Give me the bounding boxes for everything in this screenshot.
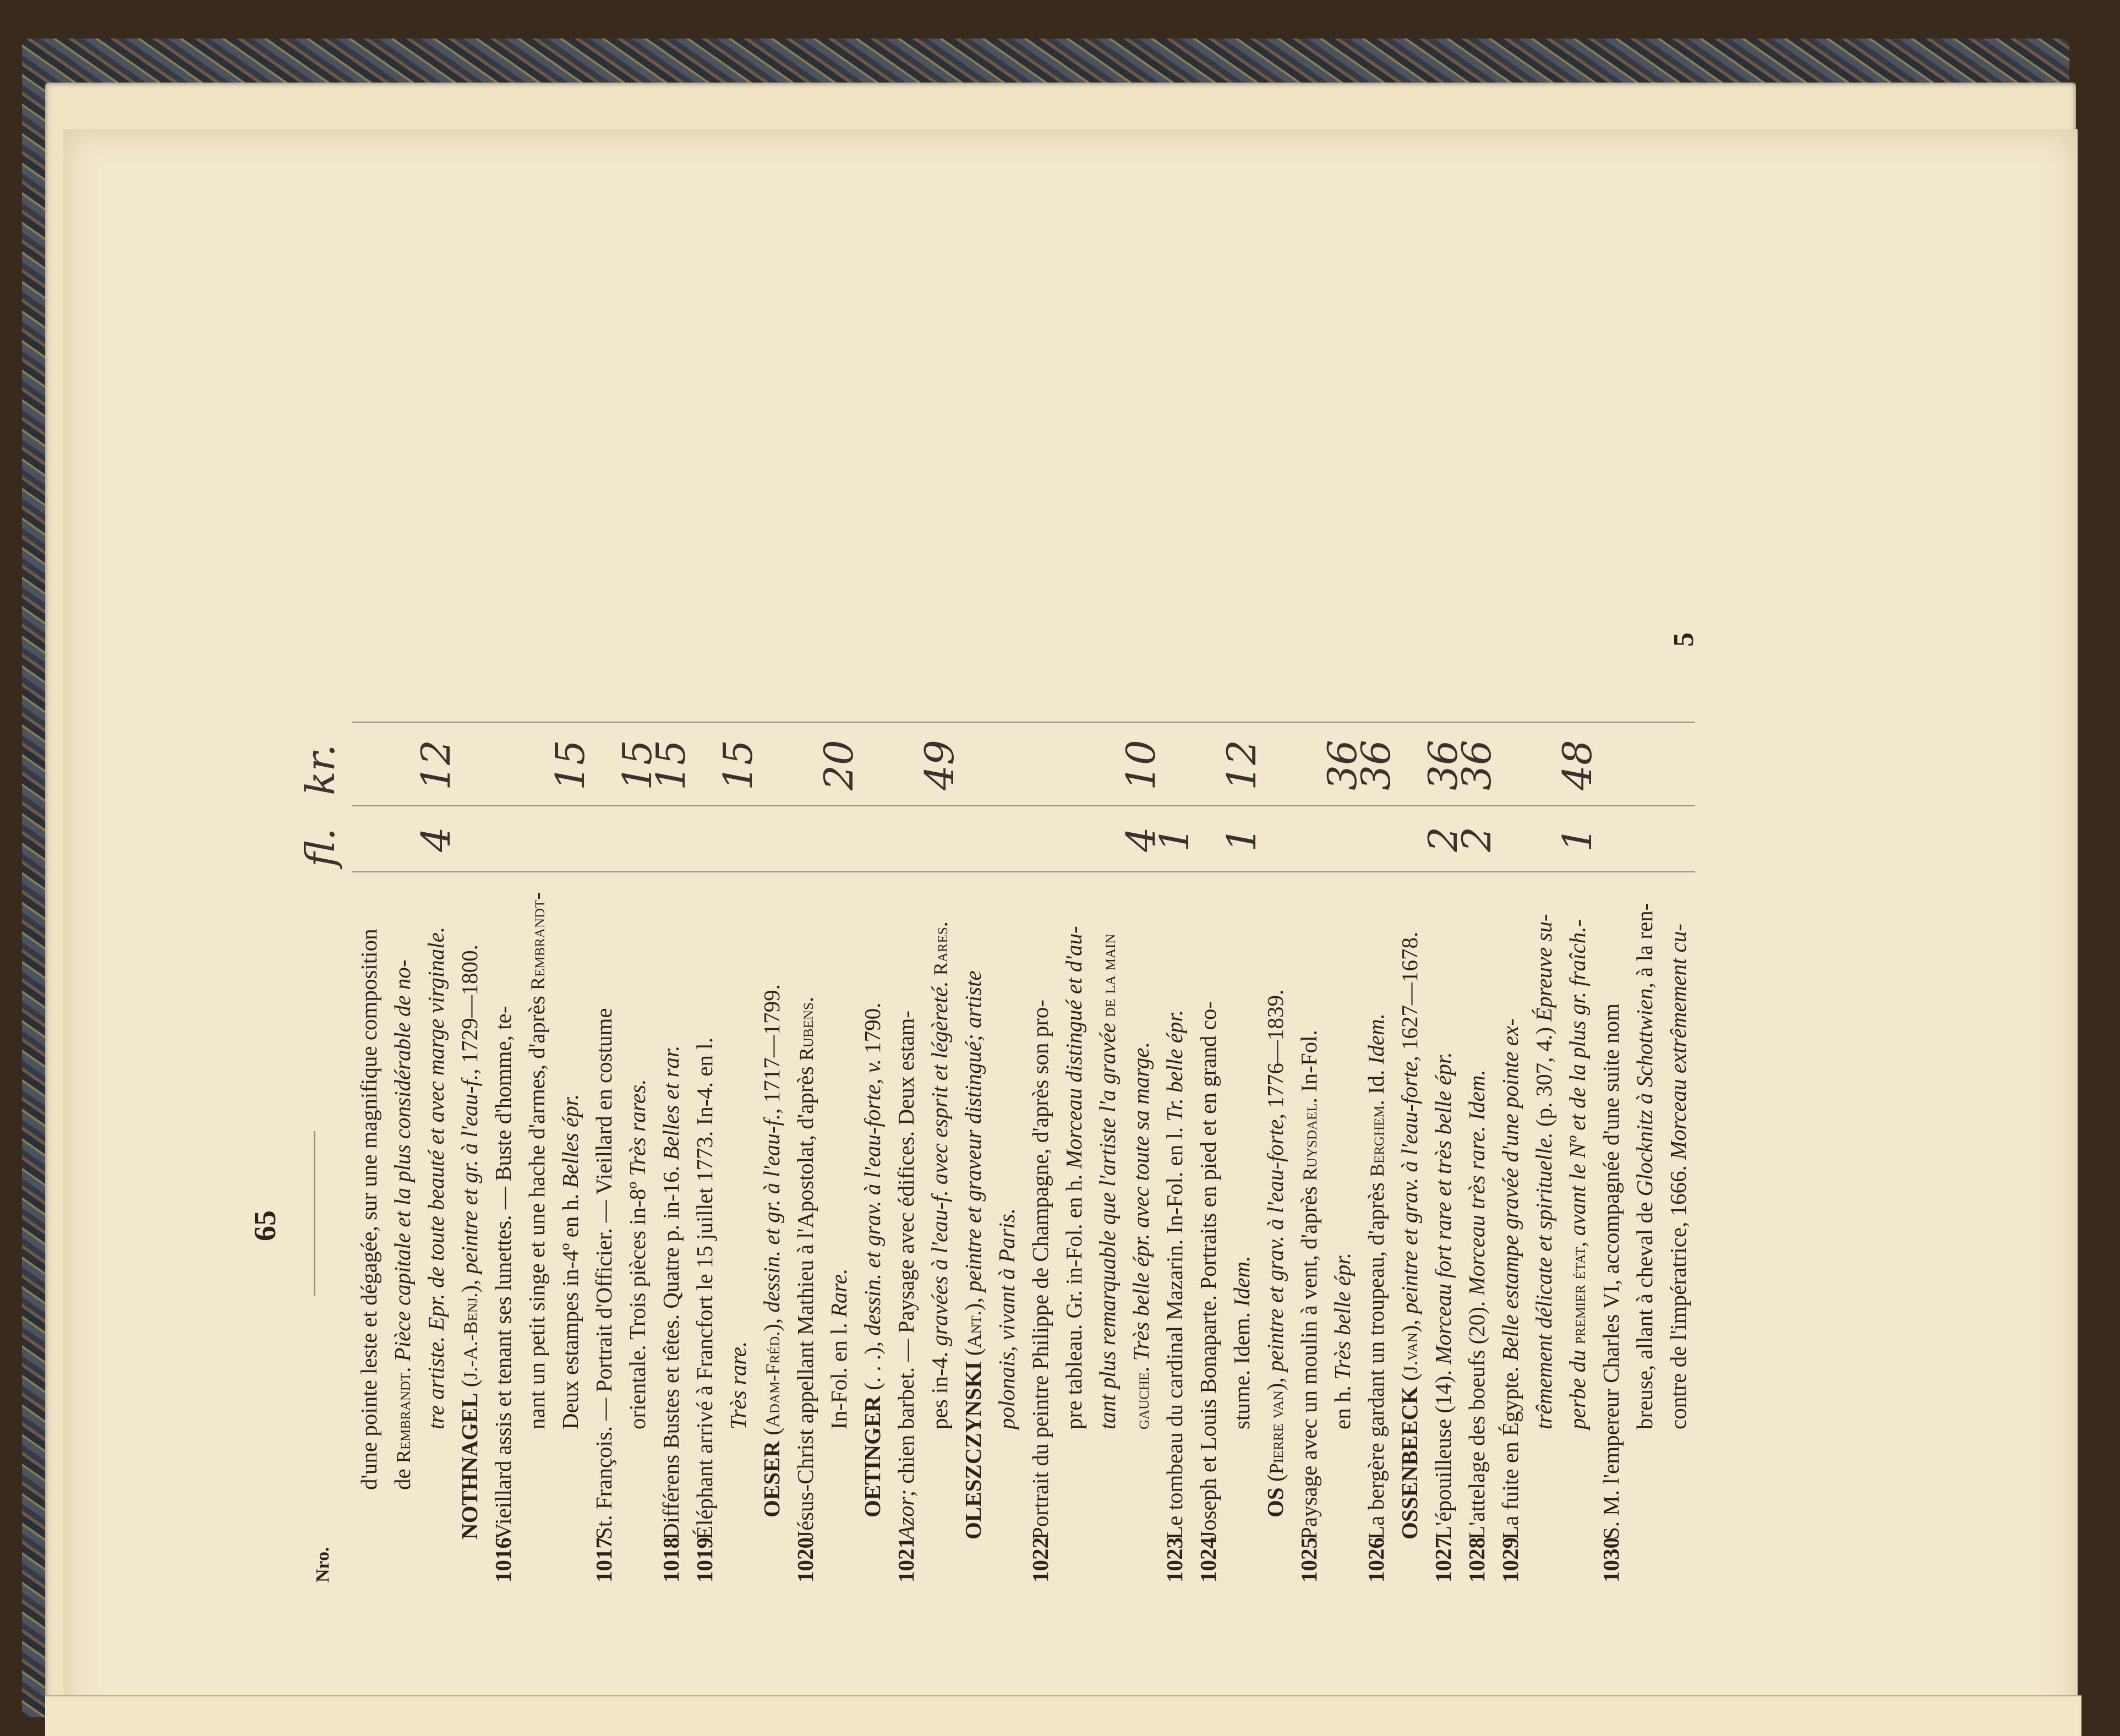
text-run: Très rares.	[625, 1079, 650, 1176]
text-run: Paysage avec un moulin à vent, d'après	[1296, 1181, 1321, 1540]
lot-number: 1028	[1464, 1537, 1489, 1582]
price-florins: 4	[413, 827, 459, 852]
text-run: polonais, vivant à Paris.	[994, 1208, 1019, 1429]
text-run: St. François. — Portrait d'Officier. — Vieillard en costume	[591, 1008, 616, 1540]
entry-text	[356, 929, 381, 1490]
text-run: Très belle épr.	[1330, 1252, 1355, 1380]
text-run: Rembrandt	[527, 899, 549, 990]
text-run: peintre et grav. à l'eau-forte,	[1397, 1056, 1422, 1320]
entry-line	[1662, 924, 1695, 1582]
entry-text	[692, 1038, 717, 1540]
text-run: premier état	[1567, 1247, 1589, 1345]
entry-text	[625, 1079, 650, 1429]
text-run: stume. Idem.	[1229, 1306, 1254, 1429]
entry-text	[1028, 1000, 1053, 1540]
price-florins: 1	[1554, 827, 1600, 852]
entry-text	[1162, 1010, 1187, 1540]
text-run: à la ren-	[1632, 903, 1657, 983]
text-run	[1565, 1344, 1590, 1350]
text-run: en h.	[1330, 1380, 1355, 1429]
entry-line	[1460, 1069, 1493, 1582]
text-run: dessin. et grav. à l'eau-forte, v.	[860, 1059, 885, 1341]
text-run: 1627—1678.	[1397, 931, 1422, 1056]
price-kreuzer: 10	[1118, 740, 1164, 790]
text-run: .	[793, 996, 818, 1003]
text-run: chien barbet. — Paysage avec édifices. Deux estam-	[893, 1011, 919, 1489]
entry-line	[822, 1269, 855, 1582]
price-kreuzer: 15	[715, 740, 761, 790]
entry-text	[490, 1006, 516, 1540]
entry-text	[1095, 934, 1120, 1429]
text-run: Belle estampe gravée d'une pointe ex-	[1498, 1018, 1523, 1361]
entry-line	[1359, 1013, 1394, 1582]
text-run: contre de l'impératrice, 1666.	[1665, 1159, 1691, 1429]
lot-number: 1020	[793, 1537, 818, 1582]
text-run: Joseph et Louis Bonaparte. Portraits en pied et en grand co-	[1195, 1001, 1221, 1540]
entry-line	[1091, 934, 1125, 1582]
text-run	[927, 975, 952, 981]
text-run: Morceau extrêmement cu-	[1665, 924, 1691, 1160]
text-run: Idem.	[1363, 1013, 1389, 1064]
text-run	[1095, 1017, 1120, 1023]
text-run: NOTHNAGEL	[457, 1393, 482, 1540]
text-run: 1790.	[860, 1002, 885, 1060]
text-run: peintre et gr. à l'eau-f.,	[457, 1068, 482, 1280]
entry-text	[390, 959, 415, 1490]
text-run: gravées à l'eau-f. avec esprit et légèreté.	[927, 981, 952, 1352]
ledger-rule-left	[352, 871, 1695, 872]
text-run: Rare.	[826, 1268, 851, 1318]
entry-text	[1665, 924, 1691, 1429]
text-run: Ant.	[963, 1311, 985, 1349]
text-run: Vieillard assis et tenant ses lunettes. — Buste d'homme, te-	[490, 1006, 516, 1540]
entry-line	[1326, 1253, 1359, 1582]
text-run: Très rare.	[725, 1341, 751, 1429]
entry-text	[457, 945, 482, 1540]
page-content	[138, 14, 2064, 1582]
entry-text	[1128, 1042, 1154, 1429]
text-run: 1717—1799.	[759, 984, 784, 1109]
text-run: Jésus-Christ appellant Mathieu à l'Apostolat, d'après	[793, 1061, 818, 1540]
text-run: Morceau très rare. Idem.	[1464, 1069, 1489, 1296]
entry-text	[860, 1003, 885, 1517]
entry-text	[826, 1269, 851, 1429]
text-run: .	[390, 1367, 415, 1373]
entry-line	[587, 1008, 620, 1582]
text-run: Pierre van	[1265, 1390, 1287, 1475]
lot-number: 1016	[490, 1537, 516, 1582]
price-kreuzer: 48	[1554, 740, 1600, 790]
text-run: Rembrandt	[392, 1372, 414, 1464]
text-run: OESER	[759, 1441, 784, 1517]
text-run: Azor;	[893, 1489, 919, 1540]
text-run: dessin. et gr. à l'eau-f.,	[759, 1108, 784, 1318]
text-run: gauche	[1131, 1372, 1153, 1429]
text-run: ),	[759, 1318, 784, 1331]
entry-text	[1263, 990, 1288, 1517]
lot-number: 1018	[658, 1537, 684, 1582]
text-run: (	[457, 1379, 482, 1393]
text-run: Adam-Fréd.	[762, 1331, 784, 1428]
text-run: Portrait du peintre Philippe de Champagne, d'après son pro-	[1028, 1000, 1053, 1540]
entry-text	[793, 997, 818, 1540]
entry-line	[1561, 919, 1595, 1582]
entry-text	[1296, 1030, 1321, 1540]
text-run: L'attelage des boeufs (20).	[1464, 1295, 1489, 1540]
lot-number: 1029	[1498, 1537, 1523, 1582]
price-florins: 1	[1219, 827, 1265, 852]
text-run: ,	[1565, 1241, 1590, 1247]
entry-line	[1192, 1001, 1225, 1582]
price-kreuzer: 36	[1353, 740, 1399, 790]
text-run: Éléphant arrivé à Francfort le 15 juillet 1773. In-4. en l.	[692, 1038, 717, 1540]
text-run: 1729—1800.	[457, 945, 482, 1069]
text-run: Deux estampes in-4º en h.	[558, 1188, 583, 1429]
entry-line	[755, 984, 789, 1582]
entry-line	[654, 1045, 687, 1582]
nro-label: Nro.	[313, 1547, 333, 1582]
text-run: Le tombeau du cardinal Mazarin. In-Fol. en l.	[1162, 1121, 1187, 1540]
text-run: Berghem	[1366, 1105, 1388, 1177]
entry-line	[1594, 1003, 1627, 1582]
next-page-edge	[45, 1695, 2081, 1736]
column-header-kr: kr.	[297, 744, 343, 795]
entry-line	[722, 1341, 755, 1582]
entry-line	[1225, 1256, 1258, 1582]
text-run: Morceau distingué et d'au-	[1061, 926, 1086, 1169]
entry-line	[990, 1208, 1023, 1582]
text-run: Rares	[930, 927, 952, 976]
entry-line	[386, 959, 420, 1582]
price-kreuzer: 49	[916, 740, 963, 790]
ledger-rule-middle	[352, 805, 1695, 806]
text-run: tre artiste. Epr. de toute beauté et avec marge virginale.	[423, 926, 449, 1429]
lot-number: 1026	[1363, 1537, 1389, 1582]
text-run: trêmement délicate et spirituelle.	[1531, 1132, 1556, 1429]
entry-text	[1531, 914, 1556, 1429]
entry-line	[1494, 1018, 1527, 1582]
entry-line	[1057, 926, 1090, 1582]
entry-text	[893, 1011, 919, 1540]
text-run: L'épouilleuse (14).	[1430, 1364, 1456, 1540]
entry-line	[1158, 1010, 1191, 1582]
text-run: S. M. l'empereur Charles VI, accompagnée d'une suite nom	[1598, 1003, 1624, 1540]
text-run: d'une pointe leste et dégagée, sur une magnifique composition	[356, 929, 381, 1490]
text-run: (p. 307, 4.)	[1531, 1021, 1556, 1133]
price-florins: 2	[1454, 827, 1500, 852]
lot-number: 1025	[1296, 1537, 1321, 1582]
entry-text	[1330, 1253, 1355, 1429]
text-run: Tr. belle épr.	[1162, 1009, 1187, 1122]
entry-line	[520, 892, 554, 1582]
entry-text	[1598, 1003, 1624, 1540]
entry-line	[923, 921, 957, 1582]
entry-text	[1430, 1052, 1456, 1540]
text-run: OSSENBEECK	[1397, 1386, 1422, 1540]
entry-text	[423, 927, 449, 1429]
text-run: (	[759, 1428, 784, 1441]
entry-line	[1427, 1052, 1460, 1582]
lot-number: 1024	[1195, 1537, 1221, 1582]
price-kreuzer: 15	[614, 740, 660, 790]
text-run: ),	[457, 1279, 482, 1293]
text-run: Rubens	[795, 1002, 817, 1061]
entry-text	[558, 1094, 583, 1429]
entry-text	[759, 984, 784, 1517]
text-run: breuse, allant à cheval de	[1632, 1196, 1657, 1429]
entry-line	[1292, 1030, 1326, 1582]
text-run: La bergère gardant un troupeau, d'après	[1363, 1177, 1389, 1540]
text-run: nant un petit singe et une hache d'armes, d'après	[524, 990, 549, 1429]
entry-line	[957, 970, 991, 1582]
entry-line	[1628, 903, 1661, 1582]
lot-number: 1019	[692, 1537, 717, 1582]
price-kreuzer: 36	[1319, 740, 1365, 790]
text-run: ),	[960, 1297, 986, 1311]
text-run: peintre et grav. à l'eau-forte,	[1263, 1113, 1288, 1378]
entry-line	[789, 997, 823, 1582]
entry-text	[591, 1008, 616, 1540]
price-florins: 4	[1118, 827, 1164, 852]
price-kreuzer: 15	[648, 740, 694, 790]
entry-line	[1259, 990, 1293, 1582]
entry-line	[554, 1094, 587, 1582]
price-kreuzer: 36	[1454, 740, 1500, 790]
text-run: (. . .),	[860, 1341, 885, 1396]
text-run: . In-Fol.	[1296, 1030, 1321, 1104]
lot-number: 1023	[1162, 1537, 1187, 1582]
text-run: avant le Nº et de la plus gr. fraîch.-	[1565, 919, 1590, 1242]
text-run: pes in-4.	[927, 1351, 952, 1429]
text-run: .	[927, 921, 952, 927]
lot-number: 1022	[1028, 1537, 1053, 1582]
text-run: perbe du	[1565, 1350, 1590, 1429]
lot-number: 1027	[1430, 1537, 1456, 1582]
text-run: J.van	[1400, 1333, 1422, 1374]
entry-line	[688, 1038, 721, 1582]
entry-line	[1393, 932, 1427, 1582]
text-run: Épreuve su-	[1531, 914, 1556, 1022]
text-run: ),	[1397, 1319, 1422, 1333]
text-run: ),	[1263, 1377, 1288, 1391]
entry-line	[856, 1003, 889, 1582]
text-run: 1776—1839.	[1263, 989, 1288, 1114]
entry-text	[1632, 903, 1657, 1429]
text-run: . Id.	[1363, 1064, 1389, 1106]
entry-text	[1363, 1013, 1389, 1540]
text-run: Ruysdael	[1299, 1103, 1321, 1181]
text-run: (	[1397, 1373, 1422, 1386]
entry-text	[725, 1341, 751, 1429]
text-run: Idem.	[1229, 1255, 1254, 1307]
text-run: de	[390, 1463, 415, 1490]
entry-line	[453, 945, 487, 1582]
entry-line	[487, 1006, 520, 1582]
entry-text	[1229, 1256, 1254, 1429]
entry-text	[1498, 1018, 1523, 1540]
text-run: de la main	[1097, 933, 1119, 1017]
entry-line	[419, 927, 452, 1582]
text-run: Très belle épr. avec toute sa marge.	[1128, 1042, 1154, 1367]
price-florins: 1	[1151, 827, 1198, 852]
text-run: orientale. Trois pièces in-8º	[625, 1176, 650, 1429]
price-kreuzer: 15	[547, 740, 593, 790]
price-florins: 2	[1420, 827, 1466, 852]
entry-text	[524, 892, 549, 1429]
price-kreuzer: 20	[816, 740, 862, 790]
entry-line	[1527, 914, 1560, 1582]
text-run: Pièce capitale et la plus considérable de no-	[390, 959, 415, 1367]
text-run: OLESZCZYNSKI	[960, 1361, 986, 1540]
text-run: (	[1263, 1474, 1288, 1488]
entry-text	[1397, 932, 1422, 1540]
price-kreuzer: 12	[413, 740, 459, 790]
lot-number: 1021	[893, 1537, 919, 1582]
entry-line	[1024, 1000, 1057, 1582]
text-run: OS	[1263, 1487, 1288, 1517]
text-run: Glocknitz à Schottwien,	[1632, 982, 1657, 1197]
ledger-rule-right	[352, 722, 1695, 723]
entry-line	[621, 1079, 654, 1582]
text-run: Belles épr.	[558, 1094, 583, 1188]
title-rule	[314, 1131, 315, 1296]
text-run: OETINGER	[860, 1396, 885, 1517]
text-run: La fuite en Égypte.	[1498, 1361, 1523, 1540]
entry-text	[1565, 919, 1590, 1429]
entry-line	[889, 1011, 922, 1582]
lot-number: 1017	[591, 1537, 616, 1582]
entry-line	[352, 929, 385, 1582]
page-number: 65	[248, 1210, 282, 1241]
signature-mark: 5	[1668, 632, 1700, 647]
entry-text	[1195, 1001, 1221, 1540]
price-kreuzer: 36	[1420, 740, 1466, 790]
entry-text	[1061, 926, 1086, 1429]
text-run: pre tableau. Gr. in-Fol. en h.	[1061, 1169, 1086, 1429]
text-run: J.-A.-Benj.	[460, 1292, 482, 1380]
text-run: (	[960, 1348, 986, 1362]
entry-text	[960, 970, 986, 1540]
text-run: -	[524, 892, 549, 900]
entry-line	[1124, 1042, 1159, 1582]
price-kreuzer: 12	[1219, 740, 1265, 790]
text-run: tant plus remarquable que l'artiste l'a gravée	[1095, 1023, 1120, 1429]
text-run: Différens Bustes et têtes. Quatre p. in-16.	[658, 1160, 684, 1540]
text-run: Belles et rar.	[658, 1045, 684, 1160]
text-run: Morceau fort rare et très belle épr.	[1430, 1052, 1456, 1364]
column-header-fl: fl.	[297, 828, 343, 867]
lot-number: 1030	[1598, 1537, 1624, 1582]
entry-text	[658, 1045, 684, 1540]
text-run: .	[1128, 1366, 1154, 1372]
entry-text	[927, 921, 952, 1429]
entry-text	[994, 1208, 1019, 1429]
entry-text	[1464, 1069, 1489, 1540]
text-run: peintre et graveur distingué; artiste	[960, 970, 986, 1298]
text-run: In-Fol. en l.	[826, 1317, 851, 1429]
